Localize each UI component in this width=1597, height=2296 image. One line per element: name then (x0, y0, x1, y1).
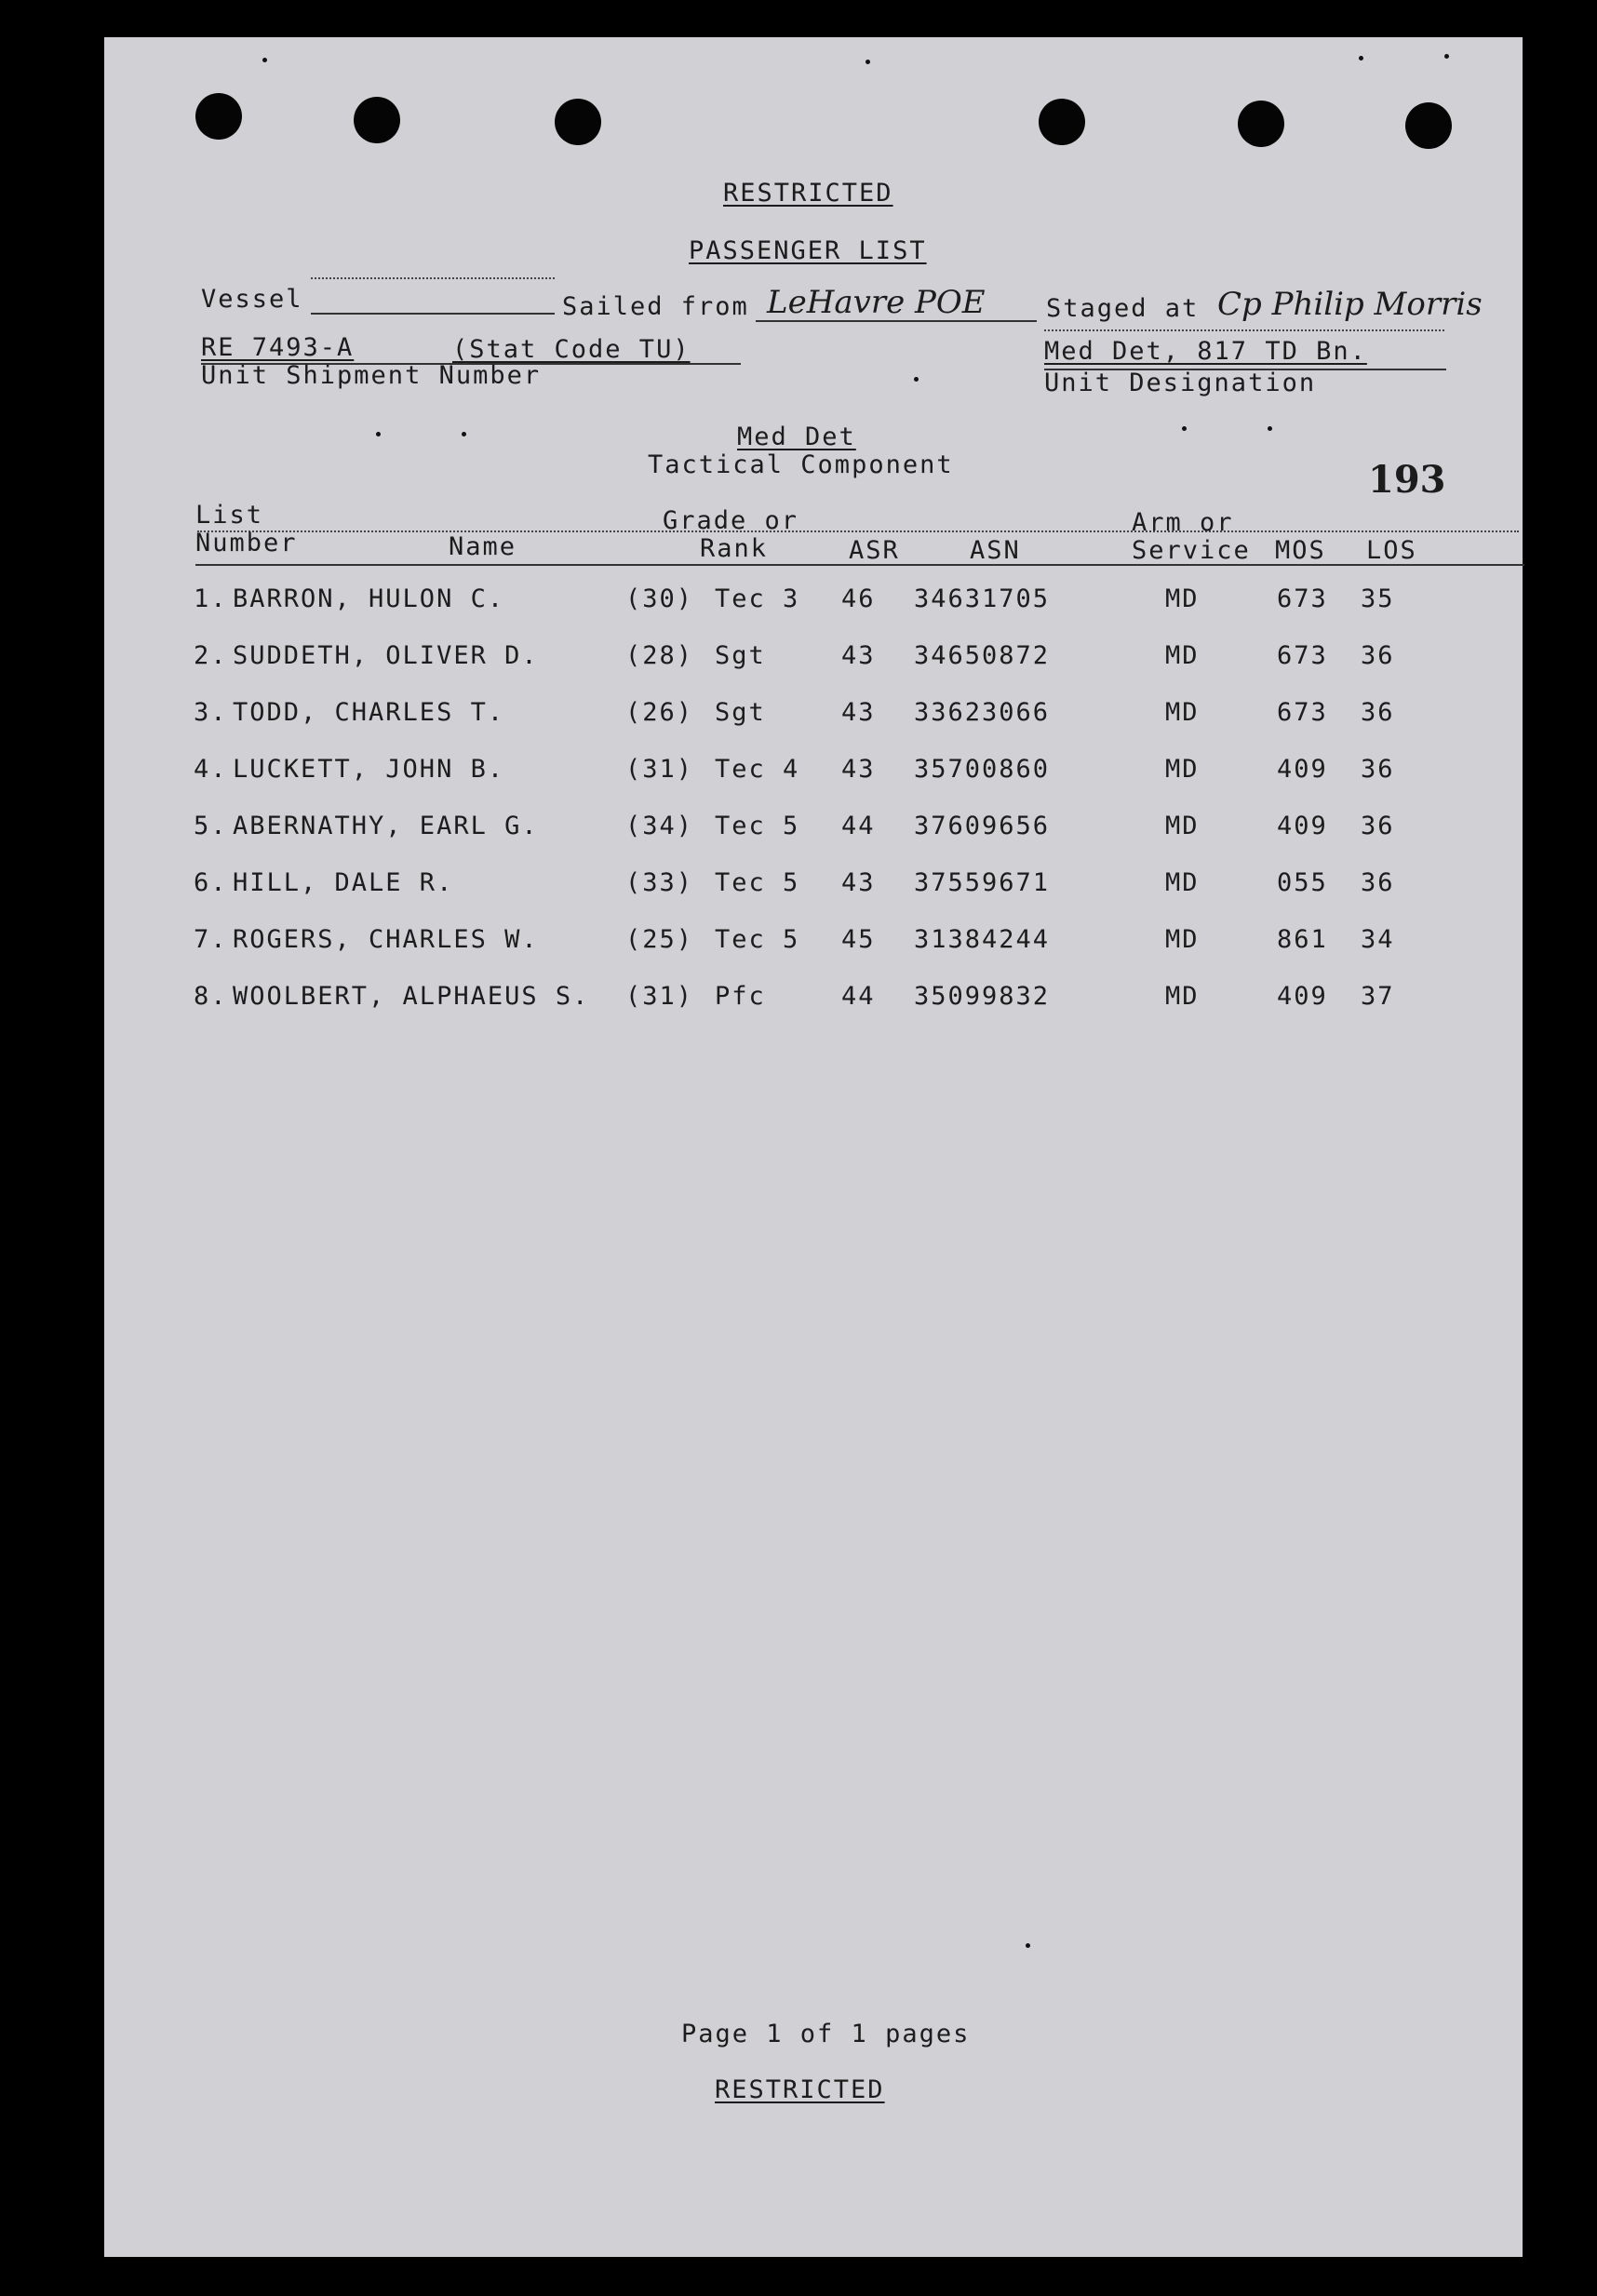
row-asn: 31384244 (914, 925, 1051, 954)
page-count: Page 1 of 1 pages (681, 2020, 971, 2048)
unit-designation-label: Unit Designation (1044, 369, 1317, 397)
unit-shipment-number-label: Unit Shipment Number (201, 361, 542, 390)
row-grade: Sgt (715, 698, 766, 727)
row-arm: MD (1165, 641, 1200, 670)
document-page (104, 37, 1523, 2257)
sailed-from-value: LeHavre POE (767, 284, 986, 321)
row-age: (28) (625, 641, 694, 670)
sailed-from-label: Sailed from (562, 292, 749, 321)
col-asn: ASN (970, 536, 1021, 565)
row-number: 5. (194, 812, 228, 840)
row-grade: Tec 5 (715, 812, 800, 840)
row-arm: MD (1165, 584, 1200, 613)
row-asr: 44 (841, 812, 876, 840)
row-mos: 673 (1277, 698, 1328, 727)
speck (1182, 426, 1187, 431)
table-row (104, 813, 1523, 851)
row-los: 36 (1361, 868, 1395, 897)
col-asr: ASR (849, 536, 900, 565)
punch-hole (555, 99, 601, 145)
row-number: 6. (194, 868, 228, 897)
row-mos: 861 (1277, 925, 1328, 954)
row-asn: 33623066 (914, 698, 1051, 727)
vessel-dotted-guide (311, 277, 555, 279)
row-name: LUCKETT, JOHN B. (233, 755, 505, 784)
row-los: 36 (1361, 698, 1395, 727)
speck (462, 432, 466, 436)
row-arm: MD (1165, 755, 1200, 784)
col-los: LOS (1366, 536, 1417, 565)
row-mos: 673 (1277, 641, 1328, 670)
row-name: WOOLBERT, ALPHAEUS S. (233, 982, 590, 1011)
row-los: 36 (1361, 812, 1395, 840)
speck (866, 60, 870, 64)
row-mos: 055 (1277, 868, 1328, 897)
row-grade: Tec 4 (715, 755, 800, 784)
col-arm-top: Arm or (1132, 508, 1234, 537)
row-name: ROGERS, CHARLES W. (233, 925, 539, 954)
sailed-from-line (756, 320, 1037, 322)
table-row (104, 927, 1523, 964)
punch-hole (1039, 99, 1085, 145)
vessel-blank-line (311, 313, 555, 315)
row-arm: MD (1165, 812, 1200, 840)
punch-hole (1238, 101, 1284, 147)
row-age: (25) (625, 925, 694, 954)
row-age: (31) (625, 755, 694, 784)
speck (1359, 56, 1363, 60)
table-row (104, 586, 1523, 624)
row-los: 35 (1361, 584, 1395, 613)
table-row (104, 700, 1523, 737)
row-asn: 35099832 (914, 982, 1051, 1011)
table-row (104, 643, 1523, 680)
page-stamp-number: 193 (1368, 458, 1446, 502)
row-asr: 43 (841, 868, 876, 897)
table-row (104, 757, 1523, 794)
row-name: TODD, CHARLES T. (233, 698, 505, 727)
row-los: 34 (1361, 925, 1395, 954)
row-asr: 46 (841, 584, 876, 613)
staged-at-label: Staged at (1046, 294, 1200, 323)
row-los: 37 (1361, 982, 1395, 1011)
tactical-component-label: Tactical Component (648, 450, 954, 479)
table-row (104, 870, 1523, 907)
row-number: 3. (194, 698, 228, 727)
stat-code: (Stat Code TU) (452, 335, 691, 364)
classification-bottom: RESTRICTED (715, 2075, 885, 2104)
punch-hole (354, 97, 400, 143)
row-grade: Tec 5 (715, 925, 800, 954)
speck (1268, 426, 1272, 431)
row-mos: 409 (1277, 755, 1328, 784)
row-asn: 34650872 (914, 641, 1051, 670)
speck (376, 432, 381, 436)
row-arm: MD (1165, 698, 1200, 727)
unit-shipment-number-value: RE 7493-A (201, 333, 355, 362)
row-arm: MD (1165, 925, 1200, 954)
row-mos: 673 (1277, 584, 1328, 613)
col-list-bottom: Number (195, 529, 298, 557)
speck (914, 377, 919, 382)
unit-designation-dotted-guide (1044, 329, 1444, 331)
speck (262, 58, 267, 62)
col-grade-bottom: Rank (700, 534, 769, 563)
row-los: 36 (1361, 641, 1395, 670)
row-name: HILL, DALE R. (233, 868, 454, 897)
speck (1026, 1943, 1030, 1948)
row-number: 4. (194, 755, 228, 784)
row-number: 2. (194, 641, 228, 670)
col-mos: MOS (1275, 536, 1326, 565)
row-grade: Pfc (715, 982, 766, 1011)
row-age: (33) (625, 868, 694, 897)
row-age: (26) (625, 698, 694, 727)
row-age: (30) (625, 584, 694, 613)
document-title: PASSENGER LIST (689, 236, 927, 265)
row-arm: MD (1165, 868, 1200, 897)
row-asr: 43 (841, 755, 876, 784)
row-name: BARRON, HULON C. (233, 584, 505, 613)
tactical-component-value: Med Det (737, 423, 856, 451)
row-age: (31) (625, 982, 694, 1011)
row-number: 1. (194, 584, 228, 613)
header-dotted-guide (197, 530, 1519, 532)
row-grade: Tec 5 (715, 868, 800, 897)
row-grade: Tec 3 (715, 584, 800, 613)
row-asr: 43 (841, 698, 876, 727)
classification-top: RESTRICTED (723, 179, 893, 208)
row-age: (34) (625, 812, 694, 840)
punch-hole (195, 93, 242, 140)
row-mos: 409 (1277, 812, 1328, 840)
col-name: Name (449, 532, 517, 561)
row-number: 8. (194, 982, 228, 1011)
col-arm-bottom: Service (1132, 536, 1251, 565)
punch-hole (1405, 102, 1452, 149)
row-asn: 34631705 (914, 584, 1051, 613)
header-underline (195, 564, 1524, 566)
row-asr: 45 (841, 925, 876, 954)
row-name: ABERNATHY, EARL G. (233, 812, 539, 840)
row-mos: 409 (1277, 982, 1328, 1011)
unit-designation-value: Med Det, 817 TD Bn. (1044, 337, 1367, 366)
row-asn: 37609656 (914, 812, 1051, 840)
row-asr: 44 (841, 982, 876, 1011)
speck (1444, 54, 1449, 59)
row-name: SUDDETH, OLIVER D. (233, 641, 539, 670)
row-asn: 37559671 (914, 868, 1051, 897)
table-row (104, 984, 1523, 1021)
col-grade-top: Grade or (663, 506, 799, 535)
staged-at-value: Cp Philip Morris (1217, 286, 1483, 323)
row-number: 7. (194, 925, 228, 954)
vessel-label: Vessel (201, 285, 303, 314)
col-list-top: List (195, 501, 264, 530)
row-los: 36 (1361, 755, 1395, 784)
row-asr: 43 (841, 641, 876, 670)
row-arm: MD (1165, 982, 1200, 1011)
row-grade: Sgt (715, 641, 766, 670)
row-asn: 35700860 (914, 755, 1051, 784)
